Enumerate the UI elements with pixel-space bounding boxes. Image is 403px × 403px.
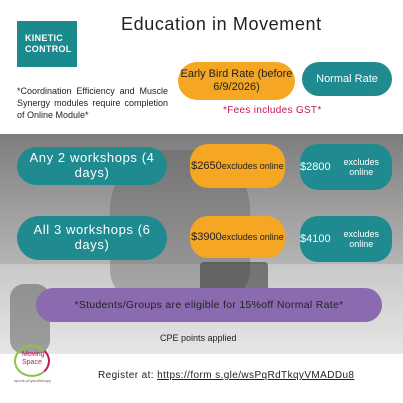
- prerequisite-note: *Coordination Efficiency and Muscle Synergy modules require completion of Online Module*: [17, 86, 168, 120]
- moving-logo-tagline: sports physiotherapy: [14, 378, 51, 383]
- price-amount: $4100: [300, 232, 331, 245]
- logo-line2: CONTROL: [25, 44, 72, 54]
- price-amount: $3900: [191, 230, 222, 243]
- price-all3-normal: [300, 216, 392, 262]
- early-bird-header: Early Bird Rate (before 6/9/2026): [178, 62, 295, 100]
- price-all3-early: [190, 216, 285, 258]
- price-any2-early: [190, 144, 285, 188]
- normal-rate-header: Normal Rate: [302, 62, 392, 96]
- register-label: Register at:: [98, 370, 154, 381]
- student-discount-banner: *Students/Groups are eligible for 15%off Normal Rate*: [36, 288, 382, 322]
- price-subtext: excludes online: [221, 231, 284, 242]
- price-subtext: excludes online: [343, 156, 380, 177]
- price-amount: $2650: [191, 159, 222, 172]
- moving-space-logo: [14, 345, 50, 385]
- logo-line1: KINETIC: [25, 33, 64, 43]
- kinetic-control-logo: [17, 21, 77, 67]
- cpe-note: CPE points applied: [160, 333, 237, 343]
- fees-note: *Fees includes GST*: [223, 105, 322, 116]
- price-subtext: excludes online: [343, 228, 380, 249]
- price-any2-normal: [300, 144, 392, 190]
- workshop-all3: All 3 workshops (6 days): [17, 216, 167, 260]
- page-title: Education in Movement: [121, 14, 322, 34]
- price-subtext: excludes online: [221, 160, 284, 171]
- workshop-any2: Any 2 workshops (4 days): [17, 147, 167, 185]
- register-line: [98, 370, 398, 381]
- moving-logo-text: Moving Space: [22, 351, 45, 366]
- price-amount: $2800: [300, 160, 331, 173]
- register-link[interactable]: https://form s.gle/wsPqRdTkqyVMADDu8: [157, 370, 355, 381]
